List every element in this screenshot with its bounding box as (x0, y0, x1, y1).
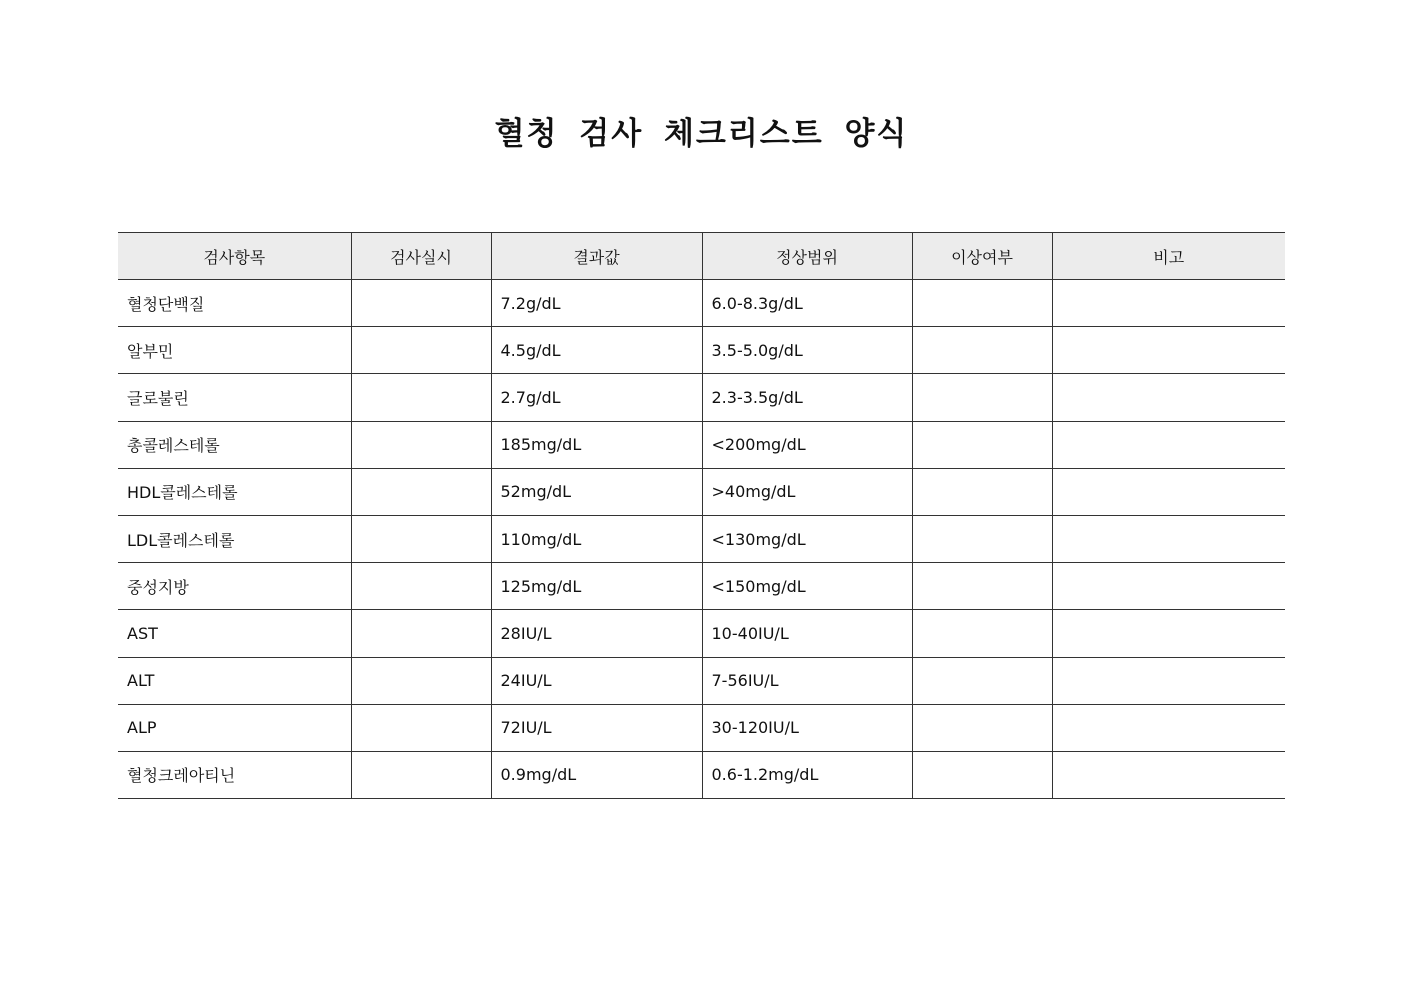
header-normal-range: 정상범위 (702, 233, 912, 280)
cell-abnormal-flag[interactable] (912, 280, 1052, 327)
cell-normal-range: 3.5-5.0g/dL (702, 327, 912, 374)
header-test-done: 검사실시 (351, 233, 491, 280)
cell-remarks[interactable] (1052, 657, 1285, 704)
cell-test-item: ALP (118, 704, 351, 751)
table-row (118, 610, 1285, 657)
cell-test-item: AST (118, 610, 351, 657)
table-header-row (118, 233, 1285, 280)
cell-remarks[interactable] (1052, 515, 1285, 562)
cell-test-done[interactable] (351, 468, 491, 515)
cell-normal-range: >40mg/dL (702, 468, 912, 515)
cell-remarks[interactable] (1052, 421, 1285, 468)
cell-remarks[interactable] (1052, 610, 1285, 657)
header-remarks: 비고 (1052, 233, 1285, 280)
cell-test-done[interactable] (351, 421, 491, 468)
header-abnormal-flag: 이상여부 (912, 233, 1052, 280)
cell-remarks[interactable] (1052, 374, 1285, 421)
cell-test-item: 알부민 (118, 327, 351, 374)
cell-test-done[interactable] (351, 751, 491, 798)
cell-result-value: 28IU/L (491, 610, 702, 657)
cell-remarks[interactable] (1052, 751, 1285, 798)
cell-normal-range: <200mg/dL (702, 421, 912, 468)
cell-normal-range: 6.0-8.3g/dL (702, 280, 912, 327)
cell-test-item: 중성지방 (118, 563, 351, 610)
cell-result-value: 185mg/dL (491, 421, 702, 468)
cell-normal-range: 30-120IU/L (702, 704, 912, 751)
cell-result-value: 0.9mg/dL (491, 751, 702, 798)
cell-test-item: 총콜레스테롤 (118, 421, 351, 468)
cell-normal-range: 10-40IU/L (702, 610, 912, 657)
cell-abnormal-flag[interactable] (912, 468, 1052, 515)
cell-normal-range: 7-56IU/L (702, 657, 912, 704)
cell-test-item: HDL콜레스테롤 (118, 468, 351, 515)
cell-test-item: 글로불린 (118, 374, 351, 421)
cell-abnormal-flag[interactable] (912, 657, 1052, 704)
cell-test-done[interactable] (351, 374, 491, 421)
table-row (118, 657, 1285, 704)
cell-abnormal-flag[interactable] (912, 327, 1052, 374)
cell-result-value: 2.7g/dL (491, 374, 702, 421)
table-row (118, 751, 1285, 798)
cell-remarks[interactable] (1052, 468, 1285, 515)
cell-abnormal-flag[interactable] (912, 563, 1052, 610)
cell-test-done[interactable] (351, 280, 491, 327)
cell-test-item: 혈청단백질 (118, 280, 351, 327)
cell-remarks[interactable] (1052, 704, 1285, 751)
cell-test-done[interactable] (351, 610, 491, 657)
table-row (118, 280, 1285, 327)
table-row (118, 468, 1285, 515)
cell-remarks[interactable] (1052, 280, 1285, 327)
cell-normal-range: 2.3-3.5g/dL (702, 374, 912, 421)
page-title: 혈청 검사 체크리스트 양식 (494, 116, 909, 152)
cell-result-value: 4.5g/dL (491, 327, 702, 374)
cell-normal-range: 0.6-1.2mg/dL (702, 751, 912, 798)
cell-test-done[interactable] (351, 515, 491, 562)
table-row (118, 327, 1285, 374)
cell-abnormal-flag[interactable] (912, 374, 1052, 421)
cell-result-value: 72IU/L (491, 704, 702, 751)
cell-test-item: 혈청크레아티닌 (118, 751, 351, 798)
cell-normal-range: <150mg/dL (702, 563, 912, 610)
header-test-item: 검사항목 (118, 233, 351, 280)
cell-abnormal-flag[interactable] (912, 751, 1052, 798)
cell-result-value: 7.2g/dL (491, 280, 702, 327)
cell-abnormal-flag[interactable] (912, 421, 1052, 468)
header-result-value: 결과값 (491, 233, 702, 280)
cell-test-item: LDL콜레스테롤 (118, 515, 351, 562)
cell-test-done[interactable] (351, 704, 491, 751)
cell-remarks[interactable] (1052, 327, 1285, 374)
table-row (118, 515, 1285, 562)
cell-normal-range: <130mg/dL (702, 515, 912, 562)
table-row (118, 421, 1285, 468)
table-row (118, 563, 1285, 610)
cell-result-value: 125mg/dL (491, 563, 702, 610)
cell-abnormal-flag[interactable] (912, 704, 1052, 751)
cell-test-done[interactable] (351, 563, 491, 610)
cell-test-done[interactable] (351, 657, 491, 704)
cell-test-item: ALT (118, 657, 351, 704)
table-row (118, 374, 1285, 421)
cell-abnormal-flag[interactable] (912, 610, 1052, 657)
cell-result-value: 110mg/dL (491, 515, 702, 562)
cell-result-value: 52mg/dL (491, 468, 702, 515)
cell-result-value: 24IU/L (491, 657, 702, 704)
cell-test-done[interactable] (351, 327, 491, 374)
serum-test-checklist-table (118, 232, 1285, 799)
cell-abnormal-flag[interactable] (912, 515, 1052, 562)
table-row (118, 704, 1285, 751)
cell-remarks[interactable] (1052, 563, 1285, 610)
